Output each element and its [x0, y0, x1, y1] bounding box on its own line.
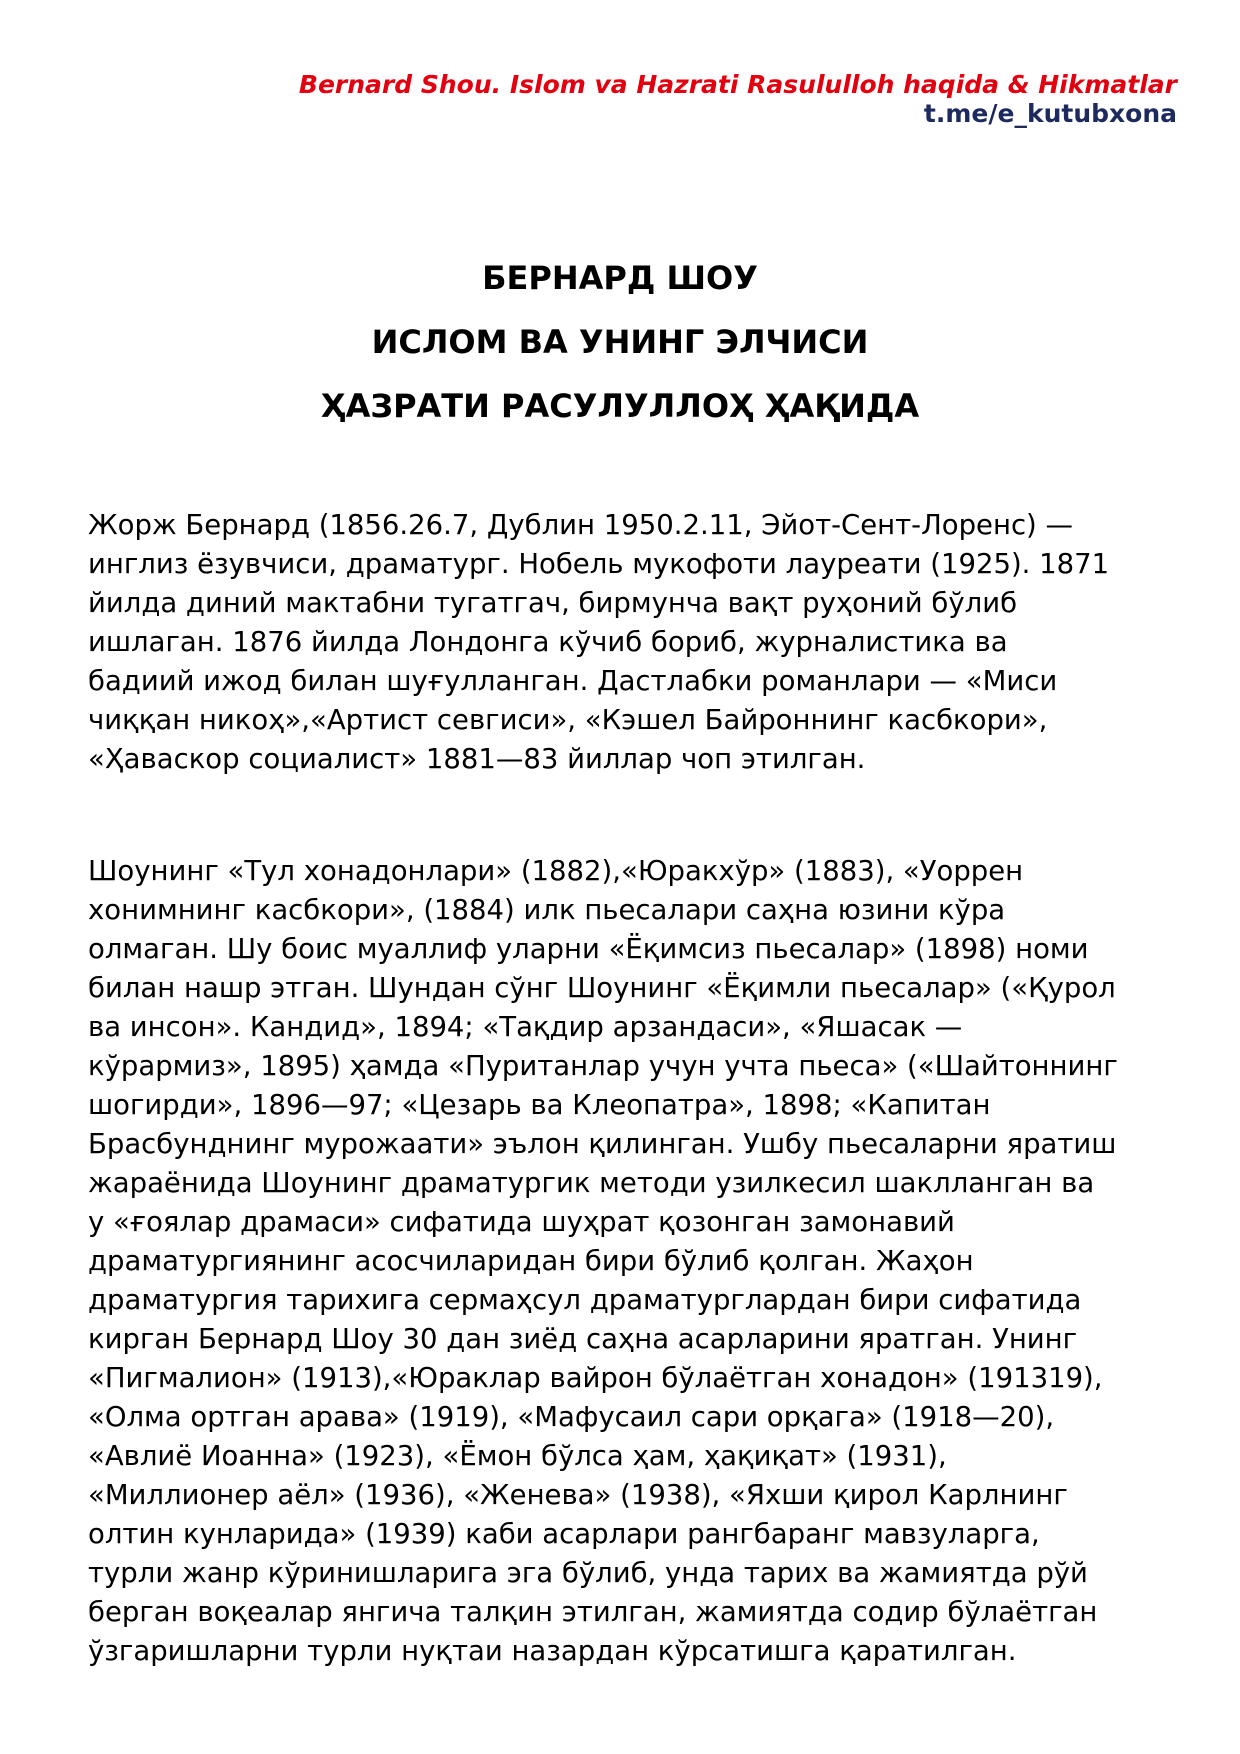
text-line: ўзгаришларни турли нуқтаи назардан кўрсатишга қаратилган.: [88, 1635, 1017, 1667]
text-line: хонимнинг касбкори», (1884) илк пьесалари саҳна юзини кўра: [88, 894, 1006, 926]
text-line: турли жанр кўринишларига эга бўлиб, унда тарих ва жамиятда рўй: [88, 1557, 1088, 1589]
text-line: берган воқеалар янгича талқин этилган, жамиятда содир бўлаётган: [88, 1596, 1098, 1628]
text-line: «Пигмалион» (1913),«Юраклар вайрон бўлаётган хонадон» (191319),: [88, 1362, 1103, 1394]
series-title: Bernard Shou. Islom va Hazrati Rasululloh haqida & Hikmatlar: [298, 70, 1177, 99]
text-line: «Миллионер аёл» (1936), «Женева» (1938), «Яхши қирол Карлнинг: [88, 1479, 1068, 1511]
text-line: драматургиянинг асосчиларидан бири бўлиб қолган. Жаҳон: [88, 1245, 974, 1277]
text-line: олтин кунларида» (1939) каби асарлари рангбаранг мавзуларга,: [88, 1518, 1040, 1550]
text-line: олмаган. Шу боис муаллиф уларни «Ёқимсиз пьесалар» (1898) номи: [88, 933, 1089, 965]
text-line: ва инсон». Кандид», 1894; «Тақдир арзандаси», «Яшасак —: [88, 1011, 963, 1043]
text-line: кўрармиз», 1895) ҳамда «Пуританлар учун учта пьеса» («Шайтоннинг: [88, 1050, 1118, 1082]
text-line: шогирди», 1896—97; «Цезарь ва Клеопатра», 1898; «Капитан: [88, 1089, 991, 1121]
text-line: драматургия тарихига сермаҳсул драматурглардан бири сифатида: [88, 1284, 1082, 1316]
text-line: у «ғоялар драмаси» сифатида шуҳрат қозонган замонавий: [88, 1206, 955, 1238]
text-line: «Авлиё Иоанна» (1923), «Ёмон бўлса ҳам, ҳақиқат» (1931),: [88, 1440, 947, 1472]
title-line-author: БЕРНАРД ШОУ: [482, 259, 758, 297]
text-line: йилда диний мактабни тугатгач, бирмунча вақт руҳоний бўлиб: [88, 587, 1018, 619]
text-line: жараёнида Шоунинг драматургик методи узилкесил шаклланган ва: [88, 1167, 1095, 1199]
page-header: [299, 70, 1177, 128]
text-line: «Олма ортган арава» (1919), «Мафусаил сари орқага» (1918—20),: [88, 1401, 1055, 1433]
text-line: Брасбунднинг мурожаати» эълон қилинган. Ушбу пьесаларни яратиш: [88, 1128, 1117, 1160]
text-line: бадиий ижод билан шуғулланган. Дастлабки романлари — «Миси: [88, 665, 1058, 697]
document-title: [0, 254, 1240, 446]
text-line: чиққан никоҳ»,«Артист севгиси», «Кэшел Байроннинг касбкори»,: [88, 704, 1048, 736]
text-line: «Ҳаваскор социалист» 1881—83 йиллар чоп этилган.: [88, 743, 866, 775]
channel-link[interactable]: t.me/e_kutubxona: [923, 99, 1177, 128]
title-line-subject: ҲАЗРАТИ РАСУЛУЛЛОҲ ҲАҚИДА: [320, 387, 920, 425]
text-line: Жорж Бернард (1856.26.7, Дублин 1950.2.11, Эйот-Сент-Лоренс) —: [88, 509, 1074, 541]
text-line: ишлаган. 1876 йилда Лондонга кўчиб бориб, журналистика ва: [88, 626, 1008, 658]
text-line: Шоунинг «Тул хонадонлари» (1882),«Юракхўр» (1883), «Уоррен: [88, 855, 1024, 887]
paragraph-biography: [88, 506, 1178, 779]
title-line-topic: ИСЛОМ ВА УНИНГ ЭЛЧИСИ: [371, 323, 869, 361]
text-line: кирган Бернард Шоу 30 дан зиёд саҳна асарларини яратган. Унинг: [88, 1323, 1078, 1355]
text-line: инглиз ёзувчиси, драматург. Нобель мукофоти лауреати (1925). 1871: [88, 548, 1110, 580]
paragraph-works: [88, 852, 1178, 1671]
text-line: билан нашр этган. Шундан сўнг Шоунинг «Ёқимли пьесалар» («Қурол: [88, 972, 1116, 1004]
